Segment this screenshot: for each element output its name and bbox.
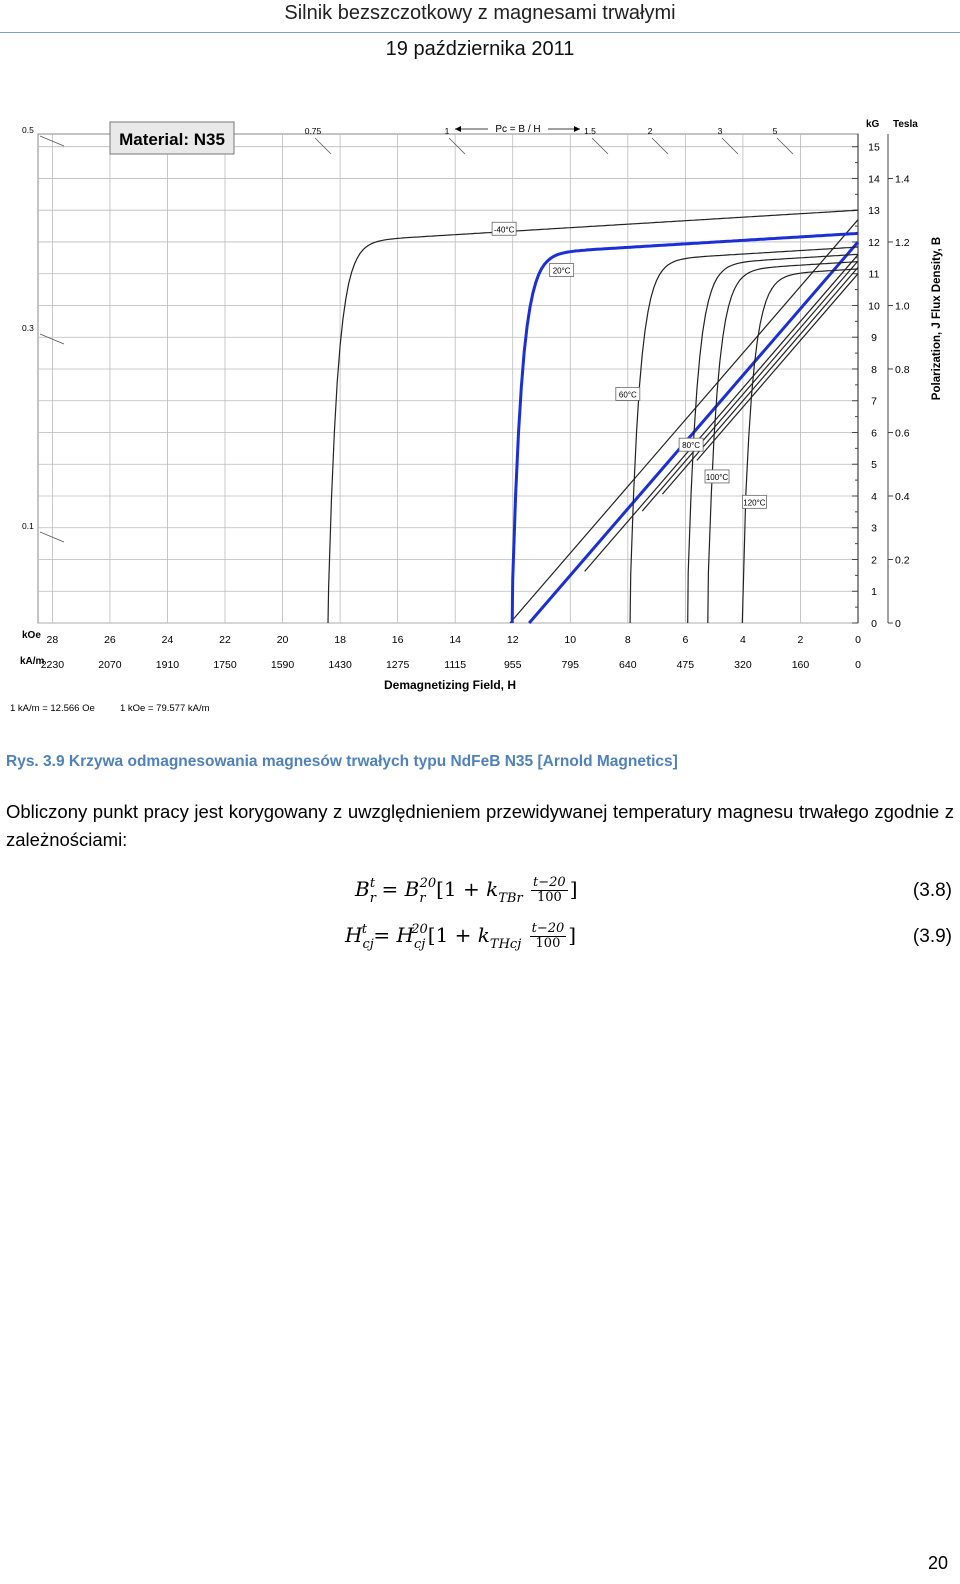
y-tick-tesla: 0.8 xyxy=(895,363,910,376)
pc-tick-top: 5 xyxy=(772,126,778,136)
x-tick-koe: 26 xyxy=(104,634,116,646)
x-tick-koe: 6 xyxy=(682,634,689,646)
y-unit-tesla: Tesla xyxy=(893,119,918,130)
temp-label-1: 20°C xyxy=(552,266,571,276)
x-tick-kam: 1430 xyxy=(328,659,352,671)
x-tick-kam: 955 xyxy=(503,659,522,671)
x-tick-kam: 1750 xyxy=(213,659,237,671)
y-tick-kg: 12 xyxy=(868,236,880,249)
x-unit-primary: kOe xyxy=(22,630,41,641)
y-tick-kg: 14 xyxy=(868,173,880,186)
x-tick-koe: 16 xyxy=(391,634,404,646)
conversion-note-2: 1 kOe = 79.577 kA/m xyxy=(120,703,210,714)
pc-arrowhead-left xyxy=(455,126,461,132)
figure-caption: Rys. 3.9 Krzywa odmagnesowania magnesów trwałych typu NdFeB N35 [Arnold Magnetics] xyxy=(6,753,678,770)
x-tick-koe: 20 xyxy=(276,634,289,646)
pc-tick-mark xyxy=(315,138,331,154)
y-tick-kg: 8 xyxy=(871,363,877,376)
y-tick-kg: 15 xyxy=(868,141,880,154)
b-line-2 xyxy=(585,255,858,572)
pc-tick-top: 3 xyxy=(717,126,723,136)
x-tick-kam: 1115 xyxy=(444,659,467,671)
y-tick-tesla: 1.0 xyxy=(895,300,910,313)
y-tick-kg: 2 xyxy=(871,554,877,567)
pc-tick-mark xyxy=(722,138,738,154)
x-tick-kam: 795 xyxy=(561,659,580,671)
conversion-note-1: 1 kA/m = 12.566 Oe xyxy=(10,703,95,714)
pc-tick-top: 1.5 xyxy=(584,126,596,136)
j-curve-3 xyxy=(688,254,858,623)
y-tick-kg: 9 xyxy=(871,332,877,345)
temp-label-3: 80°C xyxy=(682,441,701,451)
pc-tick-mark xyxy=(652,138,668,154)
x-tick-kam: 320 xyxy=(734,659,752,671)
pc-tick-mark xyxy=(592,138,608,154)
pc-tick-top: 2 xyxy=(647,126,653,136)
j-curve-4 xyxy=(705,262,858,623)
x-tick-koe: 24 xyxy=(161,634,174,646)
header-title: Silnik bezszczotkowy z magnesami trwałymi xyxy=(284,2,676,24)
x-tick-koe: 18 xyxy=(334,634,346,646)
x-tick-kam: 475 xyxy=(676,659,695,671)
b-line-3 xyxy=(642,261,858,511)
x-tick-kam: 2230 xyxy=(40,659,65,671)
y-tick-tesla: 0 xyxy=(895,618,901,630)
y-tick-kg: 4 xyxy=(871,490,877,503)
x-tick-koe: 28 xyxy=(46,634,59,646)
x-tick-kam: 1275 xyxy=(385,659,410,671)
chart-title: Material: N35 xyxy=(119,130,225,149)
y-tick-kg: 5 xyxy=(871,459,877,472)
equation-3-8: $B_r^t = B_r^{20}[1 + k_{TBr}$ $\frac{t-20}{100}$ ] xyxy=(355,875,578,906)
x-tick-kam: 0 xyxy=(855,659,861,671)
x-tick-koe: 2 xyxy=(797,634,804,646)
pc-tick-top: 1 xyxy=(444,126,450,136)
x-tick-koe: 10 xyxy=(564,634,577,646)
y-tick-kg: 1 xyxy=(871,586,877,599)
x-tick-koe: 14 xyxy=(449,634,462,646)
temp-label-4: 100°C xyxy=(705,472,729,482)
pc-tick-left: 0.5 xyxy=(22,125,34,135)
x-tick-kam: 640 xyxy=(619,659,637,671)
temp-label-2: 60°C xyxy=(618,390,637,400)
pc-tick-mark xyxy=(449,138,465,154)
y-tick-tesla: 0.2 xyxy=(895,554,910,567)
body-paragraph: Obliczony punkt pracy jest korygowany z uwzględnieniem przewidywanej temperatury magnesu trwałego zgodnie z zależnościami: xyxy=(6,801,954,850)
equation-number-3-9: (3.9) xyxy=(912,926,952,947)
x-tick-kam: 2070 xyxy=(98,659,122,671)
y-tick-tesla: 1.2 xyxy=(895,236,910,249)
temp-label-5: 120°C xyxy=(743,498,766,508)
x-axis-label: Demagnetizing Field, H xyxy=(383,678,517,692)
pc-label: Pc = B / H xyxy=(495,124,541,135)
temp-label-0: -40°C xyxy=(493,225,515,235)
y-tick-kg: 0 xyxy=(871,618,877,630)
equation-3-9: $H_{cj}^t = H_{cj}^{20}[1 + k_{THcj}$ $\frac{t-20}{100}$ ] xyxy=(345,921,577,952)
pc-tick-left: 0.3 xyxy=(22,323,34,333)
pc-arrowhead-right xyxy=(574,126,580,132)
x-tick-koe: 8 xyxy=(624,634,631,646)
x-tick-koe: 12 xyxy=(506,634,519,646)
x-tick-kam: 1590 xyxy=(270,659,295,671)
x-tick-kam: 1910 xyxy=(155,659,180,671)
x-tick-kam: 160 xyxy=(791,659,810,671)
header-date: 19 października 2011 xyxy=(385,38,575,60)
pc-tick-top: 0.75 xyxy=(304,126,322,136)
b-line-0 xyxy=(510,220,858,623)
plot-frame xyxy=(38,134,858,623)
y-tick-kg: 7 xyxy=(871,395,877,408)
y-tick-kg: 10 xyxy=(868,300,880,313)
page-number: 20 xyxy=(927,1553,948,1573)
y-unit-kg: kG xyxy=(866,119,880,130)
y-tick-tesla: 1.4 xyxy=(895,173,910,186)
equation-number-3-8: (3.8) xyxy=(912,880,952,901)
y-axis-label: Polarization, J Flux Density, B xyxy=(931,236,943,401)
y-tick-tesla: 0.4 xyxy=(895,490,910,503)
x-tick-koe: 0 xyxy=(855,634,861,646)
y-tick-kg: 11 xyxy=(868,268,880,281)
x-unit-secondary: kA/m xyxy=(20,656,45,667)
x-tick-koe: 4 xyxy=(739,634,746,646)
header-divider xyxy=(0,32,960,33)
x-tick-koe: 22 xyxy=(219,634,231,646)
demagnetization-chart xyxy=(0,110,960,720)
pc-tick-left: 0.1 xyxy=(22,521,34,531)
pc-tick-mark xyxy=(777,138,793,154)
y-tick-kg: 6 xyxy=(871,427,877,440)
y-tick-tesla: 0.6 xyxy=(895,427,910,440)
y-tick-kg: 3 xyxy=(871,522,877,535)
y-tick-kg: 13 xyxy=(868,205,880,218)
